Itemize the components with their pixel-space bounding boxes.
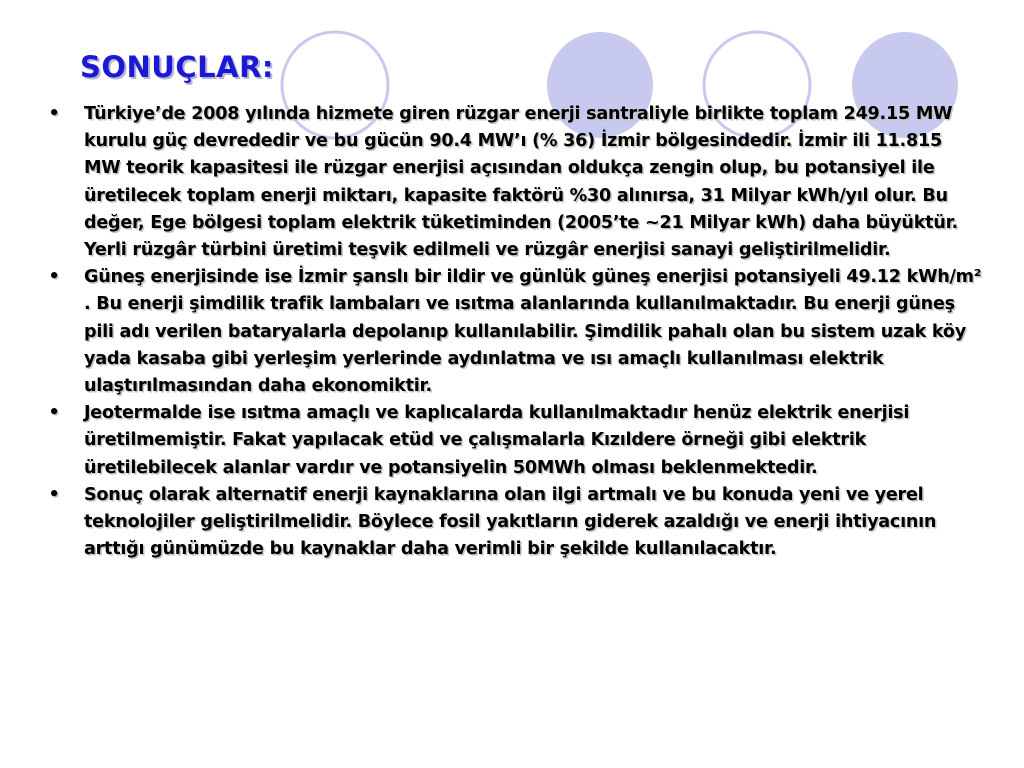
bullet-text: Sonuç olarak alternatif enerji kaynaklarına olan ilgi artmalı ve bu konuda yeni ve yerel teknolojiler geliştirilmelidir. Böylece fosil yakıtların giderek azaldığı ve enerji ihtiyacının arttığı günümüzde bu kaynaklar daha verimli bir şekilde kullanılacaktır. (84, 484, 937, 560)
bullet-text: Güneş enerjisinde ise İzmir şanslı bir ildir ve günlük güneş enerjisi potansiyeli 49.12 kWh/m² . Bu enerji şimdilik trafik lambaları ve ısıtma alanlarında kullanılmaktadır. Bu enerji güneş pili adı verilen bataryalarla depolanıp kullanılabilir. Şimdilik pahalı olan bu sistem uzak köy yada kasaba gibi yerleşim yerlerinde aydınlatma ve ısı amaçlı kullanılması elektrik ulaştırılmasından daha ekonomiktir. (84, 267, 982, 397)
bullet-dot: • (48, 104, 60, 124)
bullet-item-conclusion (44, 482, 984, 564)
bullet-dot: • (48, 403, 60, 424)
bullet-text: Türkiye’de 2008 yılında hizmete giren rüzgar enerji santraliyle birlikte toplam 249.15 MW kurulu güç devrededir ve bu gücün 90.4 MW’ı (% 36) İzmir bölgesindedir. İzmir ili 11.815 MW teorik kapasitesi ile rüzgar enerjisi açısından oldukça zengin olup, bu potansiyel ile üretilecek toplam enerji miktarı, kapasite faktörü %30 alınırsa, 31 Milyar kWh/yıl olur. Bu değer, Ege bölgesi toplam elektrik tüketiminden (2005’te ~21 Milyar kWh) daha büyüktür. Yerli rüzgâr türbini üretimi teşvik edilmeli ve rüzgâr enerjisi sanayi geliştirilmelidir. (84, 104, 958, 261)
bullet-list (44, 101, 984, 563)
slide-title: SONUÇLAR: (80, 50, 274, 84)
bullet-dot: • (48, 267, 60, 288)
bullet-item-geothermal (44, 400, 984, 482)
bullet-item-wind (44, 101, 984, 264)
bullet-dot: • (48, 484, 60, 505)
bullet-text: Jeotermalde ise ısıtma amaçlı ve kaplıcalarda kullanılmaktadır henüz elektrik enerjisi üretilmemiştir. Fakat yapılacak etüd ve çalışmalarla Kızıldere örneği gibi elektrik üretilebilecek alanlar vardır ve potansiyelin 50MWh olması beklenmektedir. (84, 403, 910, 478)
bullet-item-solar (44, 264, 984, 400)
